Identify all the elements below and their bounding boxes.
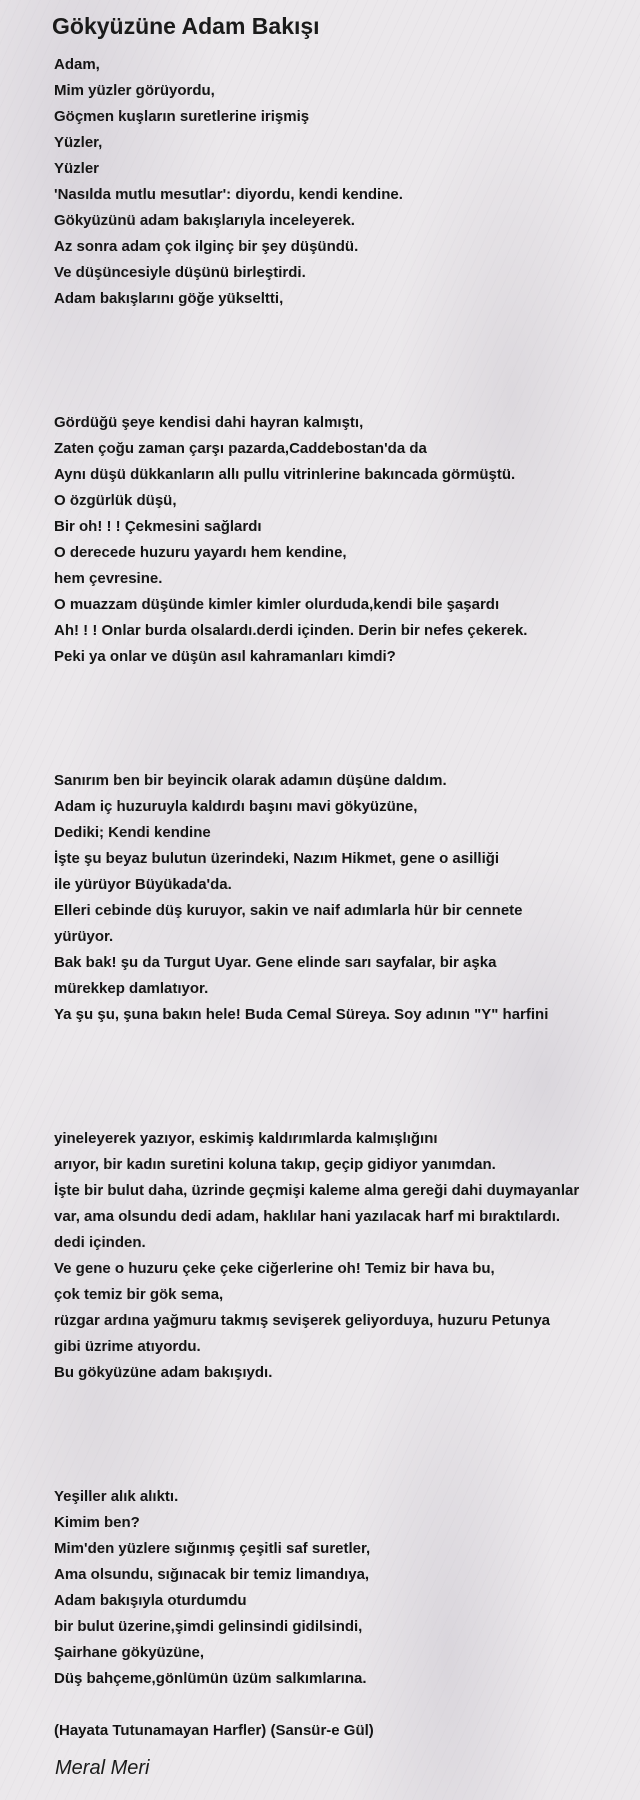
poem-line: O muazzam düşünde kimler kimler olurduda,kendi bile şaşardı (54, 596, 500, 613)
poem-line: yineleyerek yazıyor, eskimiş kaldırımlarda kalmışlığını (54, 1130, 438, 1147)
poem-line: Ya şu şu, şuna bakın hele! Buda Cemal Süreya. Soy adının "Y" harfini (54, 1006, 549, 1023)
stanza-gap (54, 1692, 634, 1718)
poem-line: Bu gökyüzüne adam bakışıydı. (54, 1364, 273, 1381)
poem-line: dedi içinden. (54, 1234, 146, 1251)
poem-line: arıyor, bir kadın suretini koluna takıp, geçip gidiyor yanımdan. (54, 1156, 496, 1173)
poem-line: hem çevresine. (54, 570, 163, 587)
poem-line: gibi üzrime atıyordu. (54, 1338, 201, 1355)
poem-line: Zaten çoğu zaman çarşı pazarda,Caddebostan'da da (54, 440, 427, 457)
poem-line: İşte bir bulut daha, üzrinde geçmişi kaleme alma gereği dahi duymayanlar (54, 1182, 580, 1199)
stanza-gap (54, 1386, 634, 1484)
poem-line: Yeşiller alık alıktı. (54, 1488, 179, 1505)
poem-line: Gördüğü şeye kendisi dahi hayran kalmıştı, (54, 414, 364, 431)
poem-line: çok temiz bir gök sema, (54, 1286, 224, 1303)
poem-line: rüzgar ardına yağmuru takmış sevişerek geliyorduya, huzuru Petunya (54, 1312, 551, 1329)
poem-line: ile yürüyor Büyükada'da. (54, 876, 232, 893)
stanza-2 (54, 410, 634, 670)
poem-body (54, 52, 634, 1744)
poem-line: yürüyor. (54, 928, 114, 945)
stanza-gap (54, 312, 634, 410)
stanza-1 (54, 52, 634, 312)
poem-line: Aynı düşü dükkanların allı pullu vitrinlerine bakıncada görmüştü. (54, 466, 516, 483)
poem-line: bir bulut üzerine,şimdi gelinsindi gidilsindi, (54, 1618, 363, 1635)
poem-line: Gökyüzünü adam bakışlarıyla inceleyerek. (54, 212, 355, 229)
poem-line: Mim yüzler görüyordu, (54, 82, 215, 99)
stanza-4 (54, 1126, 634, 1386)
poem-line: Düş bahçeme,gönlümün üzüm salkımlarına. (54, 1670, 367, 1687)
poem-source: (Hayata Tutunamayan Harfler) (Sansür-e Gül) (54, 1722, 374, 1739)
poem-line: Kimim ben? (54, 1514, 140, 1531)
poem-line: Bir oh! ! ! Çekmesini sağlardı (54, 518, 262, 535)
stanza-gap (54, 670, 634, 768)
poem-line: Ama olsundu, sığınacak bir temiz limandıya, (54, 1566, 370, 1583)
stanza-gap (54, 1028, 634, 1126)
poem-line: Peki ya onlar ve düşün asıl kahramanları kimdi? (54, 648, 396, 665)
poem-line: Yüzler (54, 160, 100, 177)
poem-line: Az sonra adam çok ilginç bir şey düşündü. (54, 238, 359, 255)
poem-line: mürekkep damlatıyor. (54, 980, 209, 997)
poem-line: Yüzler, (54, 134, 103, 151)
poem-line: O özgürlük düşü, (54, 492, 177, 509)
poem-line: Bak bak! şu da Turgut Uyar. Gene elinde sarı sayfalar, bir aşka (54, 954, 497, 971)
poem-line: Mim'den yüzlere sığınmış çeşitli saf suretler, (54, 1540, 371, 1557)
poem-line: Şairhane gökyüzüne, (54, 1644, 205, 1661)
poem-title: Gökyüzüne Adam Bakışı (52, 13, 320, 39)
poem-line: Adam iç huzuruyla kaldırdı başını mavi gökyüzüne, (54, 798, 418, 815)
poem-line: Elleri cebinde düş kuruyor, sakin ve naif adımlarla hür bir cennete (54, 902, 523, 919)
stanza-5 (54, 1484, 634, 1692)
poem-line: Sanırım ben bir beyincik olarak adamın düşüne daldım. (54, 772, 447, 789)
poem-author: Meral Meri (55, 1757, 150, 1779)
poem-line: 'Nasılda mutlu mesutlar': diyordu, kendi kendine. (54, 186, 403, 203)
poem-line: Adam bakışıyla oturdumdu (54, 1592, 247, 1609)
poem-line: O derecede huzuru yayardı hem kendine, (54, 544, 347, 561)
poem-line: Dediki; Kendi kendine (54, 824, 211, 841)
poem-line: İşte şu beyaz bulutun üzerindeki, Nazım Hikmet, gene o asilliği (54, 850, 500, 867)
poem-line: var, ama olsundu dedi adam, haklılar hani yazılacak harf mi bıraktılardı. (54, 1208, 561, 1225)
poem-line: Ah! ! ! Onlar burda olsalardı.derdi içinden. Derin bir nefes çekerek. (54, 622, 528, 639)
poem-line: Göçmen kuşların suretlerine irişmiş (54, 108, 310, 125)
poem-line: Ve düşüncesiyle düşünü birleştirdi. (54, 264, 306, 281)
poem-line: Ve gene o huzuru çeke çeke ciğerlerine oh! Temiz bir hava bu, (54, 1260, 495, 1277)
poem-line: Adam bakışlarını göğe yükseltti, (54, 290, 284, 307)
poem-line: Adam, (54, 56, 100, 73)
stanza-3 (54, 768, 634, 1028)
